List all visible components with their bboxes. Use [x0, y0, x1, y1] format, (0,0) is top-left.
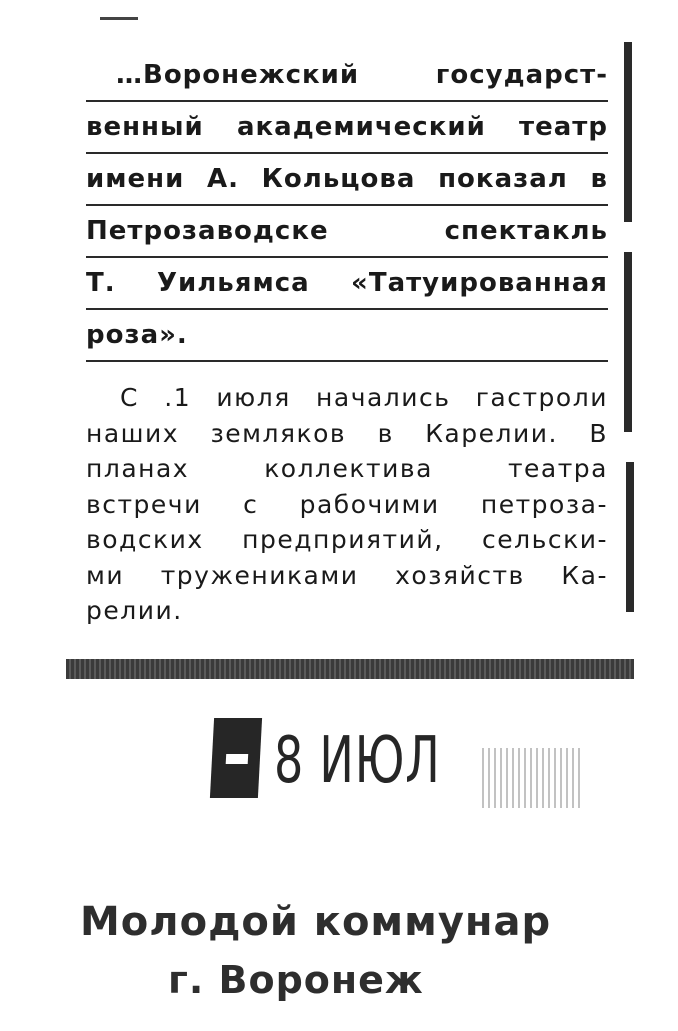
stamp-date-text: 8 ИЮЛ — [274, 724, 441, 798]
body-line — [86, 522, 608, 558]
body-word: рабочими — [299, 489, 440, 519]
body-word: земляков — [210, 418, 347, 448]
body-word: планах — [86, 454, 190, 483]
lead-word: имени — [86, 164, 185, 194]
body-word: с — [243, 489, 259, 519]
article-lead — [86, 50, 608, 362]
body-line — [86, 487, 608, 523]
lead-word: Т. — [86, 268, 116, 298]
stamp-city: г. Воронеж — [168, 958, 424, 1002]
body-line — [86, 451, 608, 487]
body-word: предприятий, — [242, 525, 444, 554]
body-word: петроза- — [480, 489, 608, 519]
lead-word: спектакль — [444, 216, 608, 246]
body-word: релии. — [86, 596, 183, 625]
lead-word: венный — [86, 112, 204, 142]
stamp-mark — [210, 718, 262, 798]
body-word: коллектива — [264, 454, 433, 483]
lead-word: Петрозаводске — [86, 216, 329, 246]
lead-line — [86, 50, 608, 102]
lead-word: «Татуированная — [351, 268, 608, 298]
body-line — [86, 558, 608, 594]
lead-word: академический — [236, 112, 486, 142]
lead-word: в — [590, 164, 608, 194]
body-word: наших — [86, 418, 180, 448]
lead-word: А. — [206, 164, 239, 194]
source-stamp — [80, 892, 550, 1008]
lead-word: театр — [519, 112, 608, 142]
stamp-faded-year — [482, 748, 582, 808]
body-word: водских — [86, 525, 204, 554]
lead-word: роза». — [86, 320, 188, 350]
article-body — [86, 380, 608, 629]
body-word: сельски- — [482, 525, 608, 554]
body-word: Ка- — [561, 560, 608, 590]
body-word: В — [589, 418, 608, 448]
body-line — [86, 416, 608, 452]
body-word: встречи — [86, 489, 202, 519]
body-word: С — [120, 383, 139, 412]
lead-word: Уильямса — [157, 268, 310, 298]
body-word: июля — [216, 383, 291, 412]
body-word: в — [377, 418, 394, 448]
body-word: .1 — [164, 383, 192, 412]
body-word: гастроли — [475, 383, 608, 412]
lead-line — [86, 258, 608, 310]
bottom-rule — [66, 659, 634, 679]
body-line — [86, 380, 608, 416]
date-stamp — [212, 712, 592, 812]
lead-word: показал — [438, 164, 568, 194]
lead-line — [86, 206, 608, 258]
column-rule — [624, 42, 632, 222]
column-rule — [626, 462, 634, 612]
lead-line — [86, 310, 608, 362]
body-line — [86, 593, 608, 629]
lead-line — [86, 102, 608, 154]
body-word: начались — [316, 383, 451, 412]
body-word: ми — [86, 560, 125, 590]
lead-word: государст- — [435, 60, 608, 90]
lead-word: Кольцова — [261, 164, 416, 194]
body-word: театра — [507, 454, 608, 483]
body-word: тружениками — [160, 560, 359, 590]
lead-line — [86, 154, 608, 206]
column-rule — [624, 252, 632, 432]
stamp-newspaper: Молодой коммунар — [80, 899, 552, 945]
body-word: Карелии. — [425, 418, 558, 448]
body-word: хозяйств — [395, 560, 525, 590]
top-dash — [100, 17, 138, 20]
lead-word: …Воронежский — [116, 60, 360, 90]
